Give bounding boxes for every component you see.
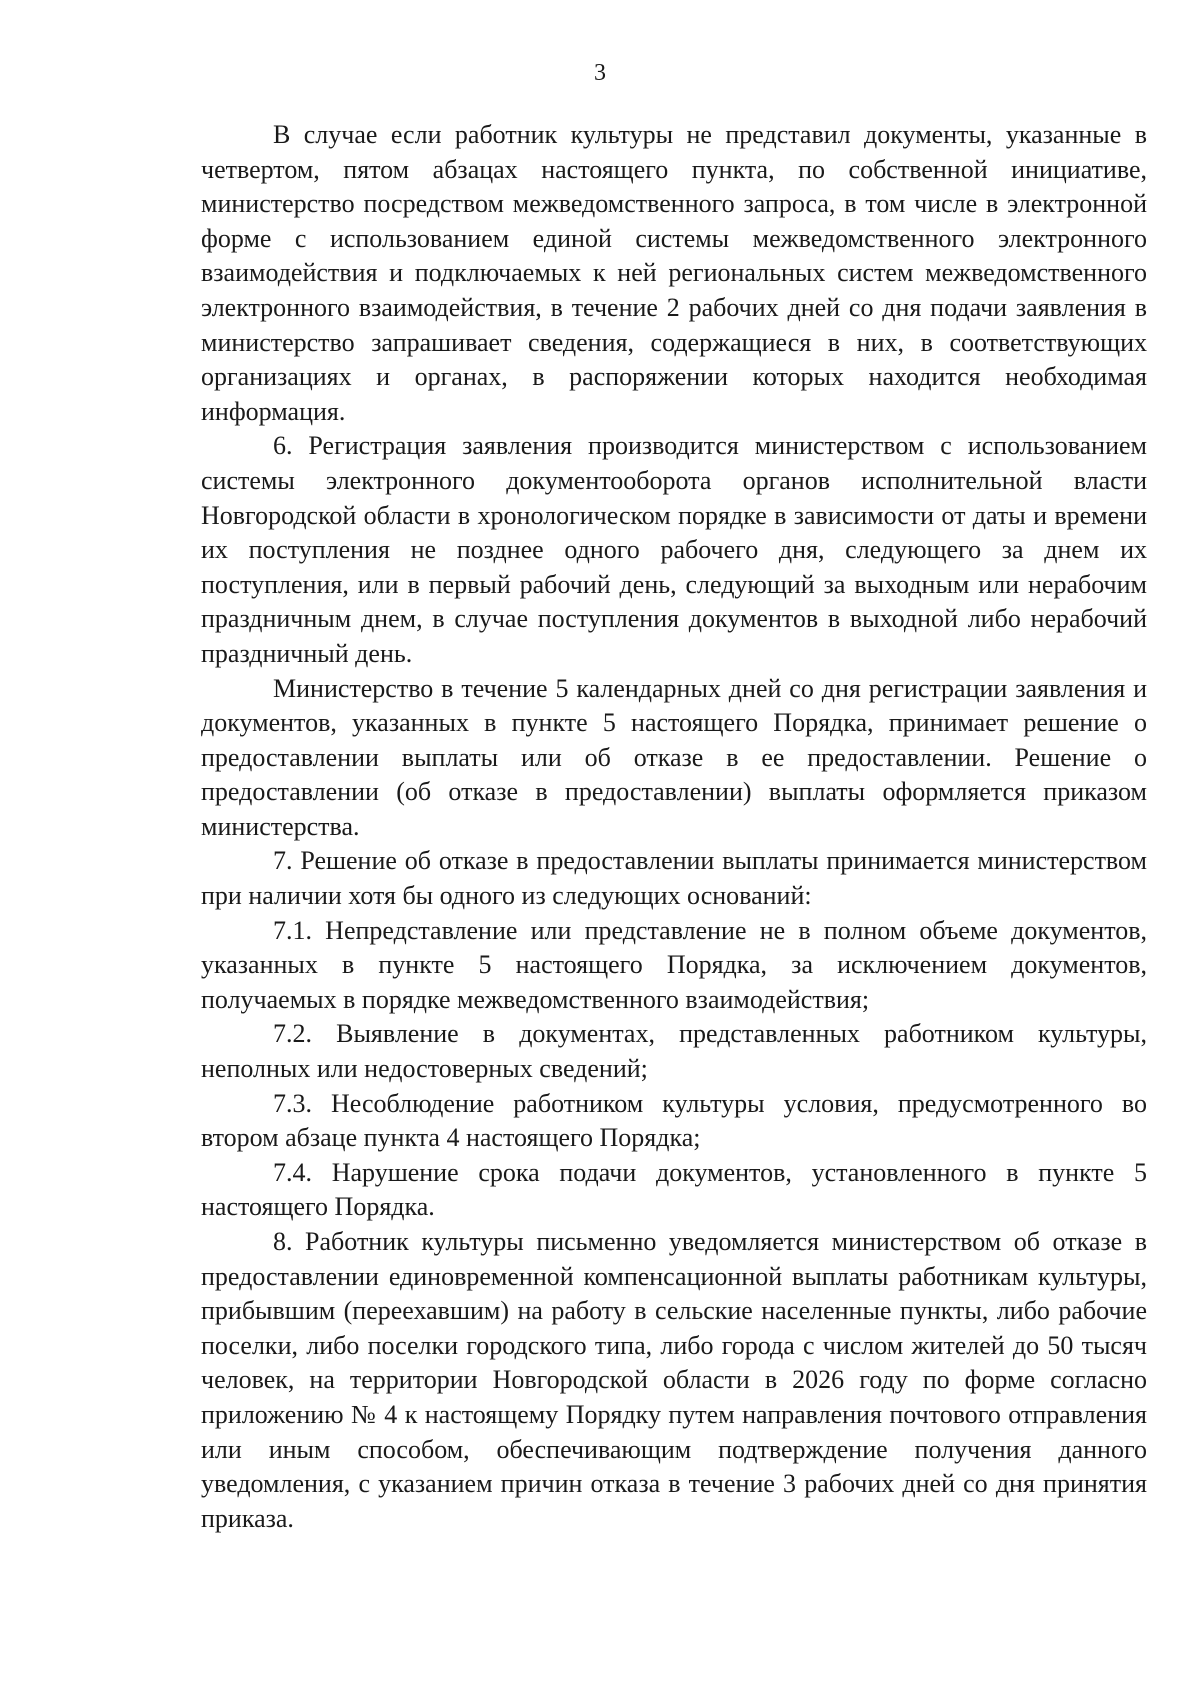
paragraph-interagency-request: В случае если работник культуры не представил документы, указанные в четвертом, пятом абзацах настоящего пункта, по собственной инициативе, министерство посредством межведомственного запроса, в том числе в электронной форме с использованием единой системы межведомственного электронного взаимодействия и подключаемых к ней региональных систем межведомственного электронного взаимодействия, в течение 2 рабочих дней со дня подачи заявления в министерство запрашивает сведения, содержащиеся в них, в соответствующих организациях и органах, в распоряжении которых находится необходимая информация. (201, 120, 1147, 426)
paragraph-ministry-decision: Министерство в течение 5 календарных дней со дня регистрации заявления и документов, указанных в пункте 5 настоящего Порядка, принимает решение о предоставлении выплаты или об отказе в ее предоставлении. Решение о предоставлении (об отказе в предоставлении) выплаты оформляется приказом министерства. (201, 673, 1147, 841)
paragraph-7-3: 7.3. Несоблюдение работником культуры условия, предусмотренного во втором абзаце пункта 4 настоящего Порядка; (201, 1088, 1147, 1153)
paragraph-7-refusal-grounds: 7. Решение об отказе в предоставлении выплаты принимается министерством при наличии хотя бы одного из следующих оснований: (201, 846, 1147, 911)
paragraph-7-4: 7.4. Нарушение срока подачи документов, установленного в пункте 5 настоящего Порядка. (201, 1157, 1147, 1222)
paragraph-6-registration: 6. Регистрация заявления производится министерством с использованием системы электронного документооборота органов исполнительной власти Новгородской области в хронологическом порядке в зависимости от даты и времени их поступления не позднее одного рабочего дня, следующего за днем их поступления, или в первый рабочий день, следующий за выходным или нерабочим праздничным днем, в случае поступления документов в выходной либо нерабочий праздничный день. (201, 431, 1147, 668)
paragraph-7-2: 7.2. Выявление в документах, представленных работником культуры, неполных или недостоверных сведений; (201, 1019, 1147, 1084)
page-number: 3 (594, 60, 606, 86)
paragraph-7-1: 7.1. Непредставление или представление не в полном объеме документов, указанных в пункте 5 настоящего Порядка, за исключением документов, получаемых в порядке межведомственного взаимодействия; (201, 915, 1147, 1014)
document-body (201, 118, 1147, 1536)
paragraph-8-notification: 8. Работник культуры письменно уведомляется министерством об отказе в предоставлении единовременной компенсационной выплаты работникам культуры, прибывшим (переехавшим) на работу в сельские населенные пункты, либо рабочие поселки, либо поселки городского типа, либо города с числом жителей до 50 тысяч человек, на территории Новгородской области в 2026 году по форме согласно приложению № 4 к настоящему Порядку путем направления почтового отправления или иным способом, обеспечивающим подтверждение получения данного уведомления, с указанием причин отказа в течение 3 рабочих дней со дня принятия приказа. (201, 1227, 1147, 1533)
